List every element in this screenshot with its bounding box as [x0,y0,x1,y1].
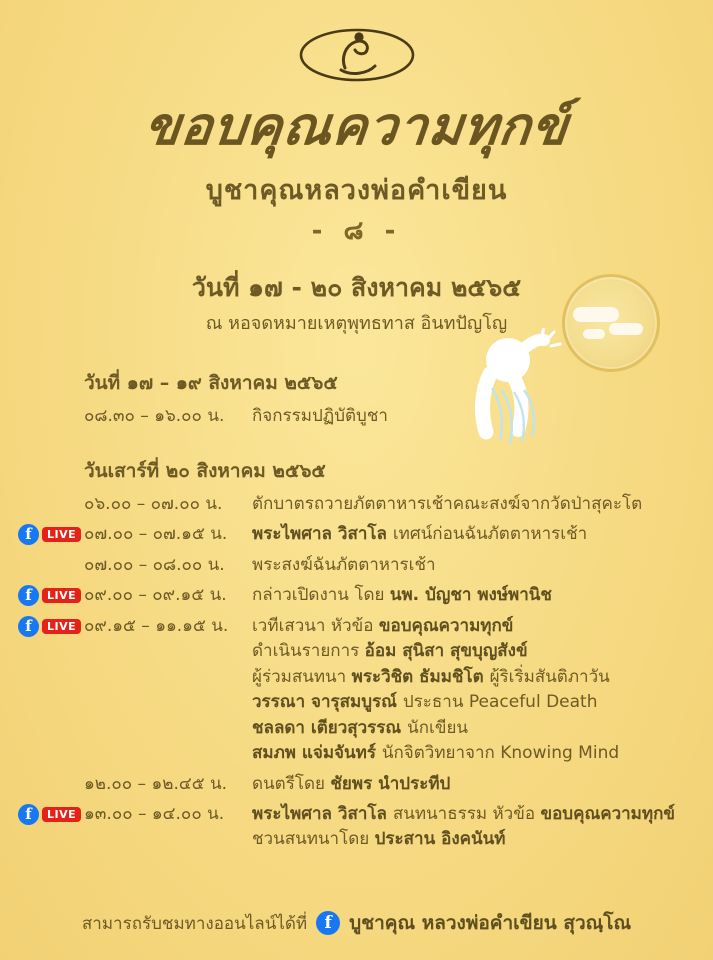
speaker-name: พระไพศาล วิสาโล [252,803,393,824]
schedule-row [0,493,713,516]
moderator-name: ประสาน อิงคนันท์ [374,829,506,850]
section-heading: วันเสาร์ที่ ๒๐ สิงหาคม ๒๕๖๕ [84,460,326,482]
row-description: กิจกรรมปฏิบัติบูชา [252,406,388,426]
row-time: ๐๗.๐๐ – ๐๗.๑๕ น. [84,524,228,545]
panelist-title: นักจิตวิทยาจาก Knowing Mind [381,743,620,764]
continuation-lead: ดำเนินรายการ [252,641,365,662]
row-description-lead: ดนตรีโดย [252,773,331,794]
schedule-row [0,803,713,852]
facebook-icon: f [18,585,39,606]
speaker-name: นพ. บัญชา พงษ์พานิช [389,585,552,606]
facebook-live-badge[interactable] [18,804,81,825]
panelist-title: ประธาน Peaceful Death [402,692,598,713]
page-title: ขอบคุณความทุกข์ [141,97,572,157]
forum-topic: ขอบคุณความทุกข์ [378,615,514,636]
continuation-lead: ชวนสนทนาโดย [252,829,375,850]
row-continuation [252,742,689,765]
live-label: LIVE [42,527,81,542]
live-cell [0,803,84,825]
panelist-name: วรรณา จารุสมบูรณ์ [252,692,403,713]
row-description [252,584,713,607]
live-cell [0,523,84,545]
footer-text: สามารถรับชมทางออนไลน์ได้ที่ [81,913,308,934]
panelist-name: พระวิชิต ธัมมชิโต [351,666,490,687]
live-cell [0,405,84,406]
moderator-name: อ้อม สุนิสา สุขบุญสังข์ [364,641,528,662]
schedule-row [0,615,713,766]
live-cell [0,554,84,555]
row-continuation [252,828,689,851]
panelist-name: ชลลดา เตียวสุวรรณ [252,717,408,738]
facebook-icon: f [18,524,39,545]
live-label: LIVE [42,807,81,822]
facebook-icon: f [18,616,39,637]
performer-name: ชัยพร นำประทีป [330,773,451,794]
row-time: ๐๙.๑๕ – ๑๑.๑๕ น. [84,615,229,636]
live-cell [0,773,84,774]
facebook-live-badge[interactable] [18,616,81,637]
row-time: ๐๘.๓๐ – ๑๖.๐๐ น. [84,406,225,426]
row-description [252,615,713,766]
event-venue: ณ หอจดหมายเหตุพุทธทาส อินทปัญโญ [205,313,508,334]
schedule-section-2 [0,456,713,852]
edition-number: - ๘ - [311,216,402,246]
row-description-lead: กล่าวเปิดงาน โดย [252,585,390,606]
talk-topic: ขอบคุณความทุกข์ [540,803,676,824]
live-cell [0,584,84,606]
facebook-page-name[interactable]: บูชาคุณ หลวงพ่อคำเขียน สุวณฺโณ [349,912,632,934]
row-description-rest: สนทนาธรรม หัวข้อ [392,803,541,824]
speaker-name: พระไพศาล วิสาโล [252,524,393,545]
panelist-name: สมภพ แจ่มจันทร์ [252,743,382,764]
live-cell [0,493,84,494]
facebook-live-badge[interactable] [18,524,81,545]
facebook-icon: f [18,804,39,825]
panelist-title: นักเขียน [407,717,469,738]
row-description: พระสงฆ์ฉันภัตตาหารเช้า [252,554,436,575]
section-heading: วันที่ ๑๗ – ๑๙ สิงหาคม ๒๕๖๕ [84,372,338,394]
live-label: LIVE [42,619,81,634]
schedule-row [0,405,713,428]
row-description [252,523,713,546]
row-description-rest: เทศน์ก่อนฉันภัตตาหารเช้า [392,524,588,545]
panelist-title: ผู้ริเริ่มสันติภาวัน [489,666,610,687]
schedule-row [0,523,713,546]
schedule-section-1 [0,368,713,428]
footer [0,908,713,938]
row-continuation [252,717,689,740]
facebook-icon[interactable]: f [316,911,340,935]
row-description [252,773,713,796]
row-continuation [252,666,689,689]
row-time: ๐๗.๐๐ – ๐๘.๐๐ น. [84,554,225,575]
row-time: ๐๙.๐๐ – ๐๙.๑๕ น. [84,585,227,606]
row-time: ๐๖.๐๐ – ๐๗.๐๐ น. [84,494,223,514]
schedule-row [0,554,713,577]
subtitle: บูชาคุณหลวงพ่อคำเขียน [205,175,508,206]
row-description-main [252,615,689,638]
schedule-row [0,773,713,796]
live-cell [0,615,84,637]
row-description-lead: เวทีเสวนา หัวข้อ [252,615,379,636]
schedule-row [0,584,713,607]
row-description [252,803,713,852]
row-continuation [252,640,689,663]
row-continuation [252,691,689,714]
event-date: วันที่ ๑๗ - ๒๐ สิงหาคม ๒๕๖๕ [191,273,522,302]
row-description: ตักบาตรถวายภัตตาหารเช้าคณะสงฆ์จากวัดป่าสุคะโต [252,494,643,514]
row-time: ๑๓.๐๐ – ๑๔.๐๐ น. [84,803,225,824]
row-time: ๑๒.๐๐ – ๑๒.๔๕ น. [84,773,228,794]
facebook-live-badge[interactable] [18,585,81,606]
logo-icon [0,24,713,84]
row-description-main [252,803,689,826]
continuation-lead: ผู้ร่วมสนทนา [252,666,352,687]
live-label: LIVE [42,588,81,603]
